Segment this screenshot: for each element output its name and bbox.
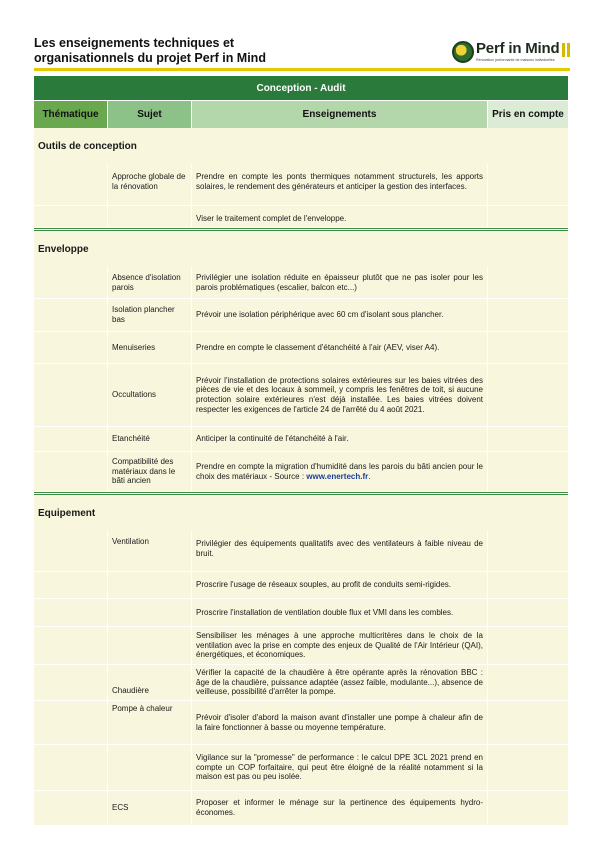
row-subject: Pompe à chaleur bbox=[108, 701, 192, 745]
logo-text: Perf in Mind bbox=[476, 40, 560, 57]
table-row bbox=[34, 665, 568, 701]
row-lesson: Prendre en compte les ponts thermiques notamment structurels, les apports solaires, le rendement des générateurs et anticiper la gestion des interfaces. bbox=[192, 164, 488, 206]
row-lesson: Proposer et informer le ménage sur la pertinence des équipements hydro-économes. bbox=[192, 791, 488, 826]
row-subject: Approche globale de la rénovation bbox=[108, 164, 192, 206]
row-taken-into-account bbox=[488, 299, 568, 332]
column-header-sujet: Sujet bbox=[108, 101, 192, 128]
row-lesson: Prendre en compte le classement d'étanchéité à l'air (AEV, viser A4). bbox=[192, 332, 488, 364]
column-header-enseignements: Enseignements bbox=[192, 101, 488, 128]
perf-in-mind-logo bbox=[452, 40, 570, 66]
section-enveloppe bbox=[34, 231, 568, 495]
section-title: Outils de conception bbox=[34, 128, 568, 164]
table-row bbox=[34, 452, 568, 492]
logo-bars-icon bbox=[562, 43, 570, 57]
row-subject: ECS bbox=[108, 791, 192, 826]
row-taken-into-account bbox=[488, 164, 568, 206]
row-taken-into-account bbox=[488, 791, 568, 826]
row-taken-into-account bbox=[488, 267, 568, 299]
table-row bbox=[34, 164, 568, 206]
table-row bbox=[34, 627, 568, 665]
row-lesson: Sensibiliser les ménages à une approche multicritères dans le choix de la ventilation avec la prise en compte des enjeux de Qualité de l'Air Intérieur (QAI), énergétiques, et économiques. bbox=[192, 627, 488, 665]
row-taken-into-account bbox=[488, 364, 568, 427]
row-taken-into-account bbox=[488, 627, 568, 665]
enertech-link[interactable]: www.enertech.fr bbox=[306, 471, 369, 481]
header-divider bbox=[34, 68, 570, 71]
table-row bbox=[34, 332, 568, 364]
row-taken-into-account bbox=[488, 701, 568, 745]
row-lesson: Prendre en compte la migration d'humidité dans les parois du bâti ancien pour le choix des matériaux - Source : www.enertech.fr. bbox=[192, 452, 488, 492]
row-taken-into-account bbox=[488, 427, 568, 452]
row-subject: Isolation plancher bas bbox=[108, 299, 192, 332]
lessons-table bbox=[34, 76, 568, 826]
table-row bbox=[34, 427, 568, 452]
row-lesson: Prévoir d'isoler d'abord la maison avant d'installer une pompe à chaleur afin de la faire fonctionner à basse ou moyenne température. bbox=[192, 701, 488, 745]
column-header-thematique: Thématique bbox=[34, 101, 108, 128]
table-row bbox=[34, 791, 568, 826]
row-lesson: Prévoir l'installation de protections solaires extérieures sur les baies vitrées des pièces de vie et des locaux à sommeil, y compris les fenêtres de toit, si aucune protection solaire extérieures n'est déjà installée. Les baies vitrées doivent respecter les exigences de l'article 24 de l'arrêté du 4 août 2021. bbox=[192, 364, 488, 427]
row-lesson: Vigilance sur la "promesse" de performance : le calcul DPE 3CL 2021 prend en compte un COP forfaitaire, qui peut être éloigné de la réalité notamment si la maison est pas ou peu isolée. bbox=[192, 745, 488, 791]
row-taken-into-account bbox=[488, 599, 568, 627]
page-header bbox=[34, 36, 570, 70]
row-lesson: Prévoir une isolation périphérique avec 60 cm d'isolant sous plancher. bbox=[192, 299, 488, 332]
section-title: Enveloppe bbox=[34, 231, 568, 267]
row-lesson: Viser le traitement complet de l'enveloppe. bbox=[192, 206, 488, 228]
row-lesson: Privilégier des équipements qualitatifs avec des ventilateurs à faible niveau de bruit. bbox=[192, 531, 488, 572]
table-row bbox=[34, 206, 568, 228]
section-outils-de-conception bbox=[34, 128, 568, 231]
row-subject: Chaudière bbox=[108, 665, 192, 701]
row-subject: Etanchéité bbox=[108, 427, 192, 452]
table-row bbox=[34, 299, 568, 332]
row-subject: Menuiseries bbox=[108, 332, 192, 364]
table-row bbox=[34, 745, 568, 791]
row-taken-into-account bbox=[488, 206, 568, 228]
row-subject bbox=[108, 745, 192, 791]
row-lesson: Anticiper la continuité de l'étanchéité à l'air. bbox=[192, 427, 488, 452]
table-row bbox=[34, 599, 568, 627]
row-subject: Absence d'isolation parois bbox=[108, 267, 192, 299]
row-taken-into-account bbox=[488, 572, 568, 599]
row-subject bbox=[108, 599, 192, 627]
section-title: Equipement bbox=[34, 495, 568, 531]
table-row bbox=[34, 701, 568, 745]
table-row bbox=[34, 531, 568, 572]
row-subject bbox=[108, 627, 192, 665]
row-lesson: Privilégier une isolation réduite en épaisseur plutôt que ne pas isoler pour les parois problématiques (escalier, balcon etc...) bbox=[192, 267, 488, 299]
row-subject: Occultations bbox=[108, 364, 192, 427]
row-subject bbox=[108, 572, 192, 599]
table-main-heading: Conception - Audit bbox=[34, 76, 568, 100]
row-subject: Ventilation bbox=[108, 531, 192, 572]
row-subject bbox=[108, 206, 192, 228]
table-column-headers bbox=[34, 101, 568, 128]
row-taken-into-account bbox=[488, 332, 568, 364]
table-row bbox=[34, 572, 568, 599]
table-row bbox=[34, 267, 568, 299]
row-taken-into-account bbox=[488, 531, 568, 572]
column-header-pris-en-compte: Pris en compte bbox=[488, 101, 568, 128]
row-subject: Compatibilité des matériaux dans le bâti ancien bbox=[108, 452, 192, 492]
row-lesson: Proscrire l'usage de réseaux souples, au profit de conduits semi-rigides. bbox=[192, 572, 488, 599]
section-equipement bbox=[34, 495, 568, 826]
row-lesson: Vérifier la capacité de la chaudière à être opérante après la rénovation BBC : âge de la chaudière, puissance adaptée (assez faible, modulante...), absence de veilleuse, possibilité d'arrêter la pompe. bbox=[192, 665, 488, 701]
row-lesson: Proscrire l'installation de ventilation double flux et VMI dans les combles. bbox=[192, 599, 488, 627]
row-taken-into-account bbox=[488, 452, 568, 492]
leaf-globe-icon bbox=[452, 41, 474, 63]
row-taken-into-account bbox=[488, 745, 568, 791]
row-taken-into-account bbox=[488, 665, 568, 701]
logo-tagline: Rénovation performante de maisons individuelles bbox=[476, 58, 555, 62]
table-row bbox=[34, 364, 568, 427]
document-title: Les enseignements techniques et organisationnels du projet Perf in Mind bbox=[34, 36, 266, 65]
